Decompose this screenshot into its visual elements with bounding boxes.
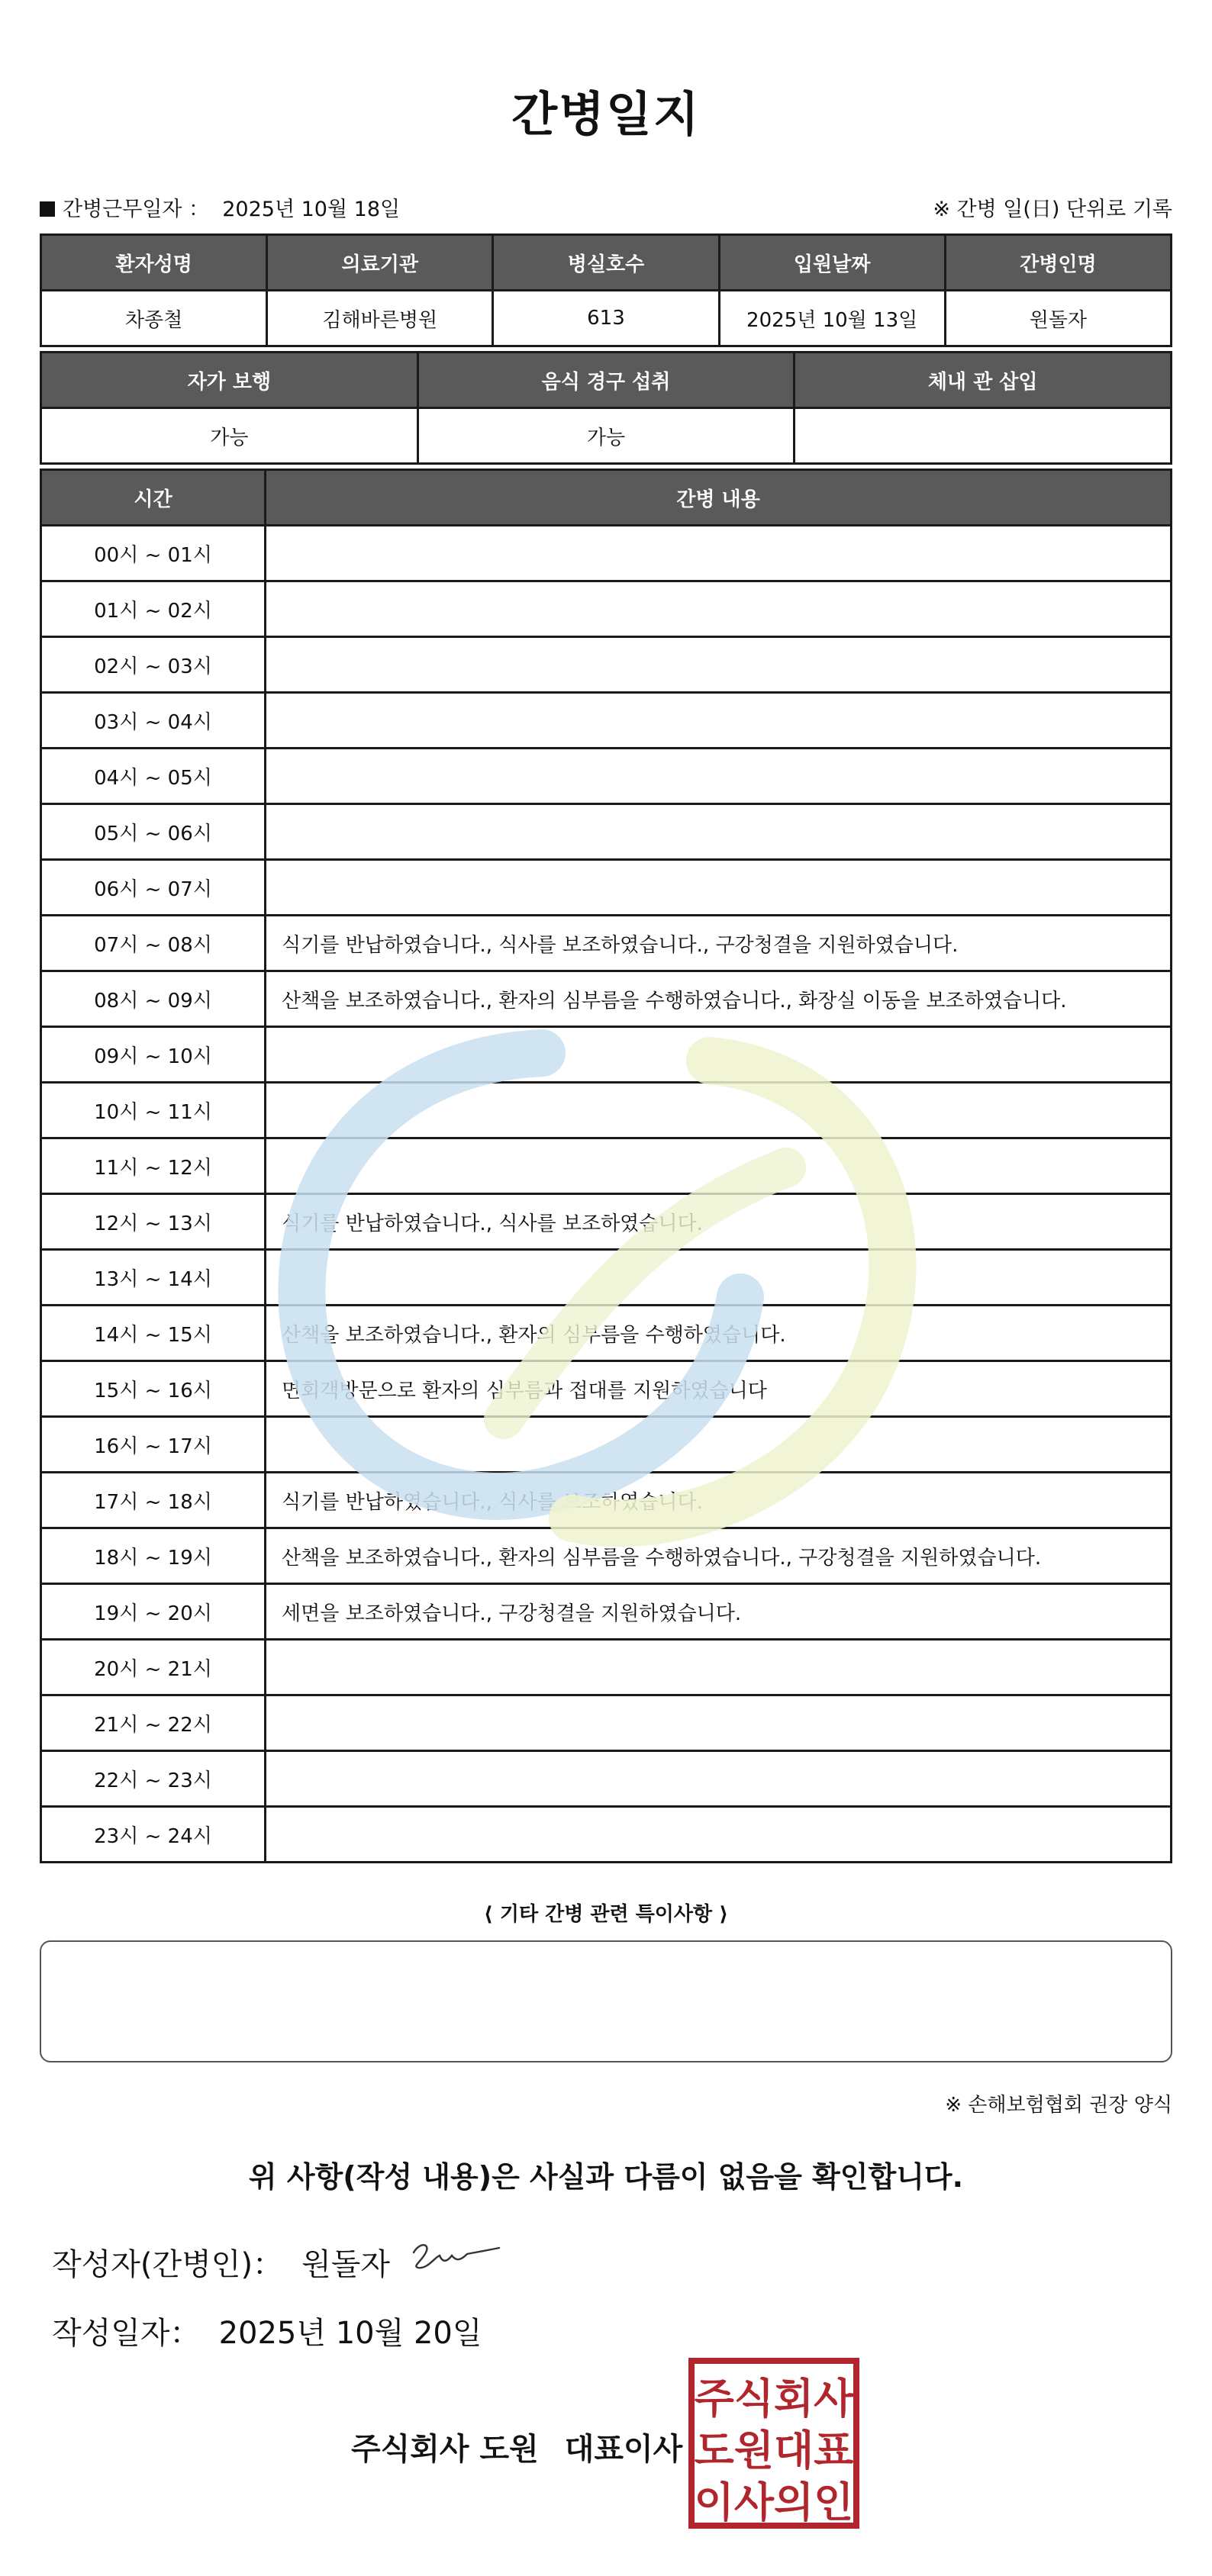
table-row (41, 1361, 1172, 1417)
table-row (41, 1194, 1172, 1250)
table-row (41, 693, 1172, 749)
table-row (41, 581, 1172, 637)
time-cell: 12시 ~ 13시 (41, 1194, 266, 1250)
table-row (41, 526, 1172, 581)
care-content-cell[interactable] (266, 581, 1172, 637)
table-row (41, 1528, 1172, 1584)
table-row (41, 1417, 1172, 1473)
care-content-cell[interactable]: 식기를 반납하였습니다., 식사를 보조하였습니다. (266, 1194, 1172, 1250)
work-date-label: 간병근무일자 ： (63, 198, 210, 221)
table-row (41, 1640, 1172, 1695)
date-label: 작성일자： (52, 2316, 201, 2351)
table-row (41, 1695, 1172, 1751)
room-number: 613 (493, 291, 719, 346)
care-content-cell[interactable] (266, 1417, 1172, 1473)
tube-value (795, 408, 1172, 464)
care-content-cell[interactable] (266, 526, 1172, 581)
patient-name: 차종철 (41, 291, 267, 346)
table-row (41, 1138, 1172, 1194)
table-row (41, 1306, 1172, 1361)
care-content-cell[interactable] (266, 1807, 1172, 1863)
notes-box[interactable] (40, 1940, 1172, 2062)
time-cell: 01시 ~ 02시 (41, 581, 266, 637)
care-content-cell[interactable]: 식기를 반납하였습니다., 식사를 보조하였습니다. (266, 1473, 1172, 1528)
table-row (41, 1584, 1172, 1640)
care-content-cell[interactable]: 산책을 보조하였습니다., 환자의 심부름을 수행하였습니다., 화장실 이동을 보조하였습니다. (266, 971, 1172, 1027)
notes-title: ⟨ 기타 간병 관련 특이사항 ⟩ (483, 1903, 729, 1926)
time-cell: 04시 ~ 05시 (41, 749, 266, 804)
time-cell: 17시 ~ 18시 (41, 1473, 266, 1528)
table-row (41, 1250, 1172, 1306)
time-cell: 14시 ~ 15시 (41, 1306, 266, 1361)
writer-name: 원돌자 (301, 2247, 390, 2282)
care-content-cell[interactable]: 산책을 보조하였습니다., 환자의 심부름을 수행하였습니다. (266, 1306, 1172, 1361)
time-cell: 21시 ~ 22시 (41, 1695, 266, 1751)
svg-text:도원대표: 도원대표 (694, 2426, 854, 2475)
care-content-cell[interactable]: 세면을 보조하였습니다., 구강청결을 지원하였습니다. (266, 1584, 1172, 1640)
table-row (41, 1027, 1172, 1083)
company-rep: 대표이사 (564, 2432, 683, 2467)
table-row (41, 860, 1172, 916)
confirm-statement: 위 사항(작성 내용)은 사실과 다름이 없음을 확인합니다. (248, 2160, 964, 2194)
time-cell: 16시 ~ 17시 (41, 1417, 266, 1473)
header-admission-date: 입원날짜 (719, 235, 945, 291)
square-bullet-icon (40, 201, 55, 217)
care-content-cell[interactable]: 면회객방문으로 환자의 심부름과 접대를 지원하였습니다 (266, 1361, 1172, 1417)
svg-text:주식회사: 주식회사 (694, 2375, 854, 2423)
company-name: 주식회사 도원 (351, 2432, 539, 2467)
care-content-cell[interactable] (266, 804, 1172, 860)
care-content-cell[interactable] (266, 860, 1172, 916)
patient-status-table (40, 351, 1172, 465)
care-content-cell[interactable] (266, 1695, 1172, 1751)
time-cell: 15시 ~ 16시 (41, 1361, 266, 1417)
recommend-note: ※ 손해보험협회 권장 양식 (945, 2094, 1172, 2117)
admission-date: 2025년 10월 13일 (719, 291, 945, 346)
table-row (41, 1751, 1172, 1807)
care-content-cell[interactable] (266, 1640, 1172, 1695)
care-content-cell[interactable] (266, 1138, 1172, 1194)
company-line (351, 2425, 682, 2468)
header-hospital: 의료기관 (267, 235, 493, 291)
table-row (41, 637, 1172, 693)
care-content-cell[interactable] (266, 693, 1172, 749)
care-content-cell[interactable] (266, 1083, 1172, 1138)
table-row (41, 804, 1172, 860)
care-content-cell[interactable] (266, 1027, 1172, 1083)
writer-line (52, 2240, 390, 2284)
table-row (41, 971, 1172, 1027)
time-cell: 03시 ~ 04시 (41, 693, 266, 749)
work-date (40, 192, 400, 222)
work-date-value: 2025년 10월 18일 (222, 198, 401, 221)
header-time: 시간 (41, 470, 266, 526)
header-patient-name: 환자성명 (41, 235, 267, 291)
header-caregiver: 간병인명 (945, 235, 1171, 291)
time-cell: 19시 ~ 20시 (41, 1584, 266, 1640)
time-cell: 08시 ~ 09시 (41, 971, 266, 1027)
care-log-table (40, 469, 1172, 1863)
time-cell: 10시 ~ 11시 (41, 1083, 266, 1138)
caregiver-name: 원돌자 (945, 291, 1171, 346)
time-cell: 20시 ~ 21시 (41, 1640, 266, 1695)
table-row (41, 916, 1172, 971)
hospital-name: 김해바른병원 (267, 291, 493, 346)
care-content-cell[interactable] (266, 749, 1172, 804)
walking-value: 가능 (41, 408, 418, 464)
time-cell: 18시 ~ 19시 (41, 1528, 266, 1584)
time-cell: 00시 ~ 01시 (41, 526, 266, 581)
time-cell: 06시 ~ 07시 (41, 860, 266, 916)
time-cell: 13시 ~ 14시 (41, 1250, 266, 1306)
time-cell: 02시 ~ 03시 (41, 637, 266, 693)
header-oral-intake: 음식 경구 섭취 (417, 353, 795, 408)
table-row (41, 1473, 1172, 1528)
time-cell: 05시 ~ 06시 (41, 804, 266, 860)
company-seal (688, 2358, 859, 2529)
header-care-content: 간병 내용 (266, 470, 1172, 526)
document-title: 간병일지 (511, 86, 701, 142)
time-cell: 23시 ~ 24시 (41, 1807, 266, 1863)
signature-mark (405, 2236, 504, 2274)
table-row (41, 1807, 1172, 1863)
date-value: 2025년 10월 20일 (218, 2316, 482, 2351)
table-row (41, 749, 1172, 804)
writer-label: 작성자(간병인)： (52, 2247, 284, 2282)
svg-text:이사의인: 이사의인 (694, 2478, 854, 2526)
care-content-cell[interactable]: 식기를 반납하였습니다., 식사를 보조하였습니다., 구강청결을 지원하였습니다. (266, 916, 1172, 971)
header-tube: 체내 관 삽입 (795, 353, 1172, 408)
time-cell: 07시 ~ 08시 (41, 916, 266, 971)
time-cell: 09시 ~ 10시 (41, 1027, 266, 1083)
record-note: ※ 간병 일(日) 단위로 기록 (933, 198, 1172, 221)
care-content-cell[interactable] (266, 637, 1172, 693)
patient-info-table (40, 233, 1172, 347)
care-content-cell[interactable]: 산책을 보조하였습니다., 환자의 심부름을 수행하였습니다., 구강청결을 지원하였습니다. (266, 1528, 1172, 1584)
oral-intake-value: 가능 (417, 408, 795, 464)
time-cell: 22시 ~ 23시 (41, 1751, 266, 1807)
care-content-cell[interactable] (266, 1250, 1172, 1306)
care-content-cell[interactable] (266, 1751, 1172, 1807)
date-line (52, 2309, 482, 2352)
header-walking: 자가 보행 (41, 353, 418, 408)
header-room: 병실호수 (493, 235, 719, 291)
time-cell: 11시 ~ 12시 (41, 1138, 266, 1194)
table-row (41, 1083, 1172, 1138)
